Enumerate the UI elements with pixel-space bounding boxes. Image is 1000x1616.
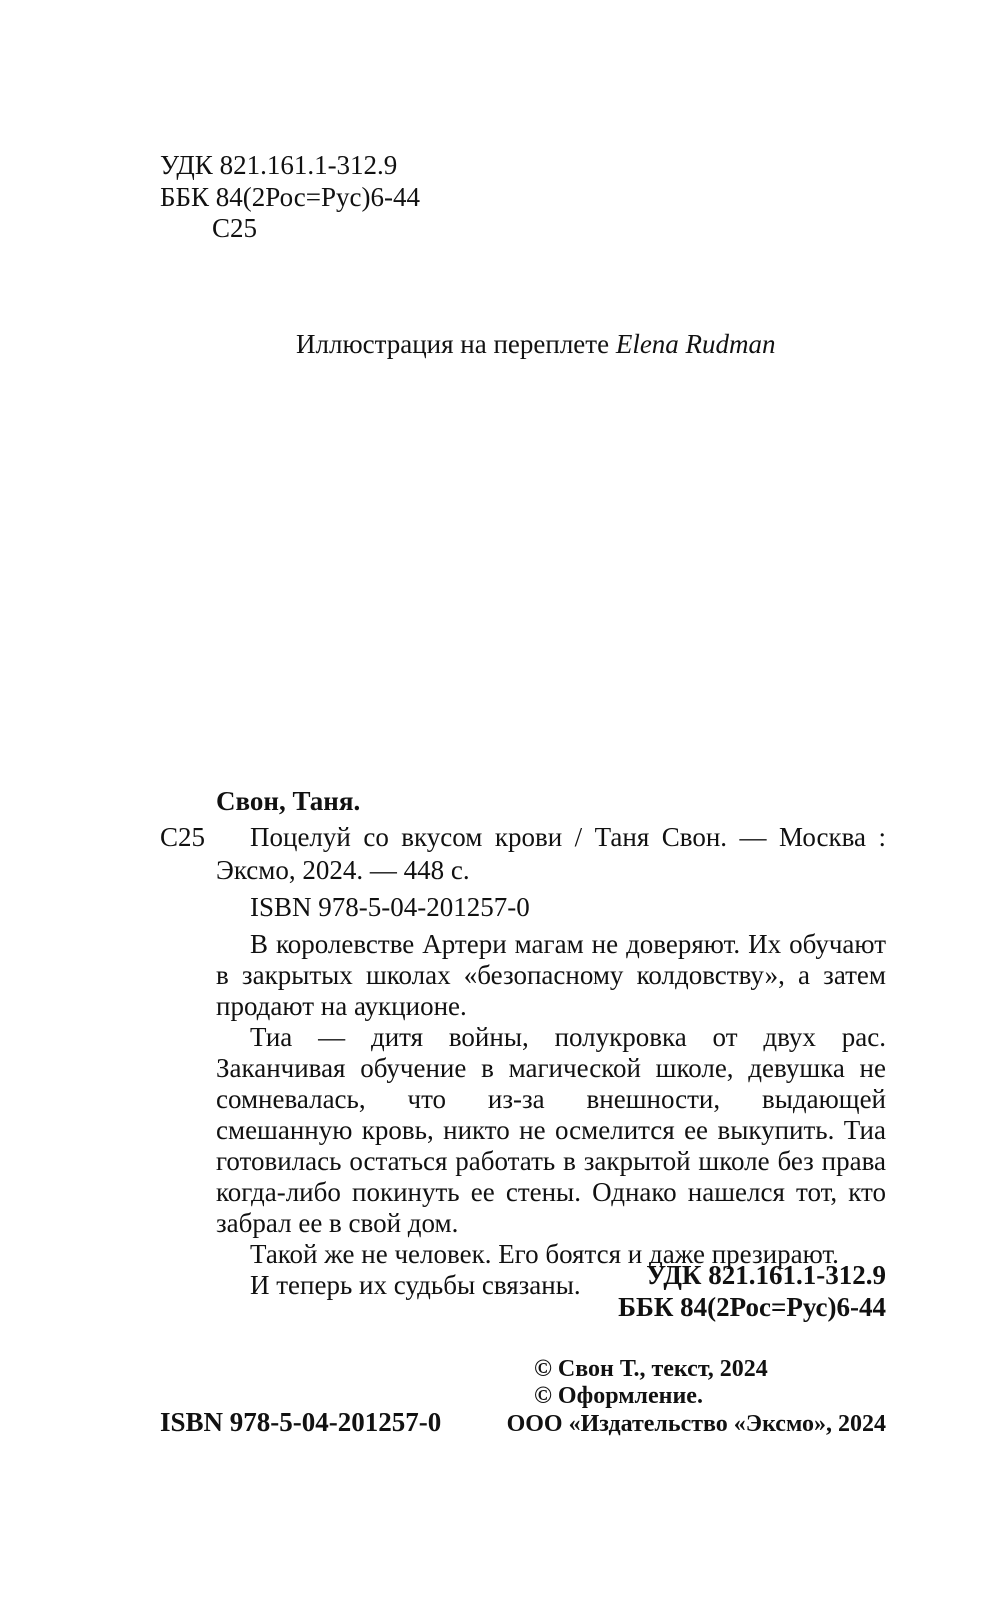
annotation-paragraph: И теперь их судьбы связаны. [250,1270,581,1300]
bbk-code: ББК 84(2Рос=Рус)6-44 [160,182,420,212]
illustration-prefix: Иллюстрация на переплете [296,329,616,359]
annotation-paragraph: В королевстве Артери магам не доверяют. Их обучают в закрытых школах «безопасному колдовству», а затем продают на аукционе. [216,929,886,1021]
catalog-isbn: ISBN 978-5-04-201257-0 [250,892,530,922]
copyright-text: © Свон Т., текст, 2024 [534,1356,768,1382]
illustration-credit [296,329,776,359]
footer-isbn: ISBN 978-5-04-201257-0 [160,1407,442,1437]
title-line-1: Поцелуй со вкусом крови / Таня Свон. — Москва : [250,822,886,852]
author-mark: С25 [212,213,258,243]
udk-code: УДК 821.161.1-312.9 [160,150,398,180]
annotation-paragraph: Тиа — дитя войны, полукровка от двух рас. Заканчивая обучение в магической школе, девушка не сомневалась, что из-за внешности, выдающей смешанную кровь, никто не осмелится ее выкупить. Тиа готовилась остаться работать в закрытой школе без права когда-либо покинуть ее стены. Однако нашелся тот, кто забрал ее в свой дом. [216,1022,886,1238]
copyright-design: © Оформление. [534,1383,703,1409]
catalog-author-mark: С25 [160,822,206,852]
author-heading: Свон, Таня. [216,786,361,816]
udk-code-bottom: УДК 821.161.1-312.9 [646,1260,886,1290]
bbk-code-bottom: ББК 84(2Рос=Рус)6-44 [618,1292,886,1322]
annotation-paragraph: Такой же не человек. Его боятся и даже презирают. [250,1239,839,1269]
title-line-2: Эксмо, 2024. — 448 с. [216,855,470,885]
illustration-artist: Elena Rudman [615,329,776,359]
annotation [216,929,886,1301]
publisher-copyright: ООО «Издательство «Эксмо», 2024 [506,1411,886,1437]
